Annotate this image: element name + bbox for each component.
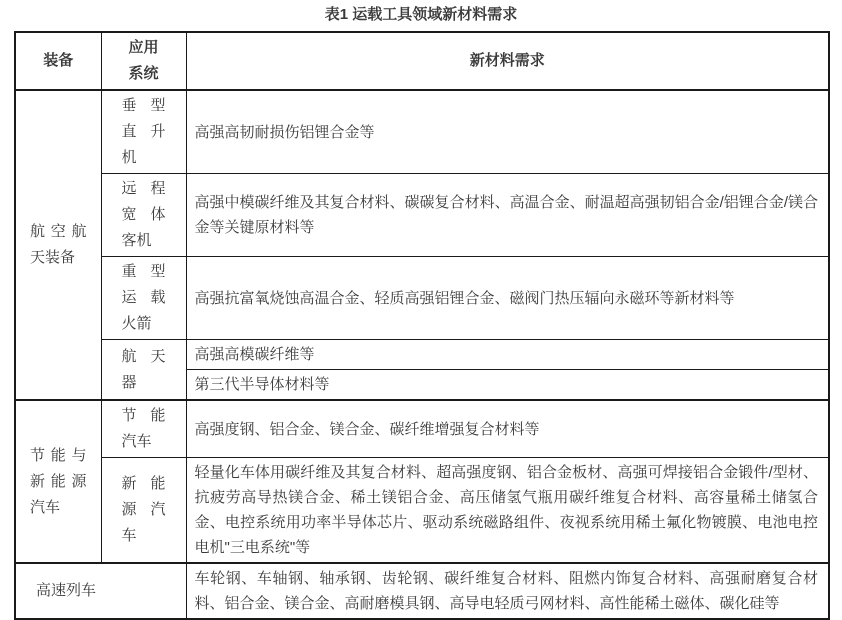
system-cell-new-energy-vehicle: 新能源汽车 — [101, 458, 186, 564]
table-row — [15, 458, 829, 564]
system-cell-heavy-rocket: 重型运载火箭 — [101, 257, 186, 340]
table-row — [15, 400, 829, 458]
materials-table — [14, 31, 830, 620]
table-row — [15, 563, 829, 619]
system-cell-spacecraft: 航天器 — [101, 340, 186, 401]
system-cell-energy-saving-vehicle: 节能汽车 — [101, 400, 186, 458]
table-row — [15, 257, 829, 340]
system-cell-helicopter: 垂型直升机 — [101, 90, 186, 174]
materials-cell-energy-saving-vehicle: 高强度钢、铝合金、镁合金、碳纤维增强复合材料等 — [186, 400, 829, 458]
equipment-cell-high-speed-train: 高速列车 — [15, 563, 186, 619]
equipment-cell-aerospace: 航空航天装备 — [15, 90, 101, 400]
system-cell-widebody-aircraft: 远程宽体客机 — [101, 174, 186, 257]
materials-cell-spacecraft-1: 高强高模碳纤维等 — [186, 340, 829, 370]
materials-cell-widebody-aircraft: 高强中模碳纤维及其复合材料、碳碳复合材料、高温合金、耐温超高强韧铝合金/铝锂合金/镁合金等关键原材料等 — [186, 174, 829, 257]
materials-cell-helicopter: 高强高韧耐损伤铝锂合金等 — [186, 90, 829, 174]
table-row — [15, 90, 829, 174]
materials-cell-spacecraft-2: 第三代半导体材料等 — [186, 370, 829, 401]
materials-cell-heavy-rocket: 高强抗富氧烧蚀高温合金、轻质高强铝锂合金、磁阀门热压辐向永磁环等新材料等 — [186, 257, 829, 340]
col-header-equipment: 装备 — [15, 32, 101, 90]
materials-cell-high-speed-train: 车轮钢、车轴钢、轴承钢、齿轮钢、碳纤维复合材料、阻燃内饰复合材料、高强耐磨复合材料、铝合金、镁合金、高耐磨模具钢、高导电轻质弓网材料、高性能稀土磁体、碳化硅等 — [186, 563, 829, 619]
table-caption: 表1 运载工具领域新材料需求 — [324, 6, 518, 23]
table-row — [15, 174, 829, 257]
materials-cell-new-energy-vehicle: 轻量化车体用碳纤维及其复合材料、超高强度钢、铝合金板材、高强可焊接铝合金锻件/型材、抗疲劳高导热镁合金、稀土镁铝合金、高压储氢气瓶用碳纤维复合材料、高容量稀土储氢合金、电控系统用功率半导体芯片、驱动系统磁路组件、夜视系统用稀土氟化物镀膜、电池电控电机"三电系统"等 — [186, 458, 829, 564]
col-header-application-system: 应用系统 — [101, 32, 186, 90]
col-header-material-demand: 新材料需求 — [186, 32, 829, 90]
header-row — [15, 32, 829, 90]
table-row — [15, 340, 829, 370]
equipment-cell-vehicles: 节能与新能源汽车 — [15, 400, 101, 563]
